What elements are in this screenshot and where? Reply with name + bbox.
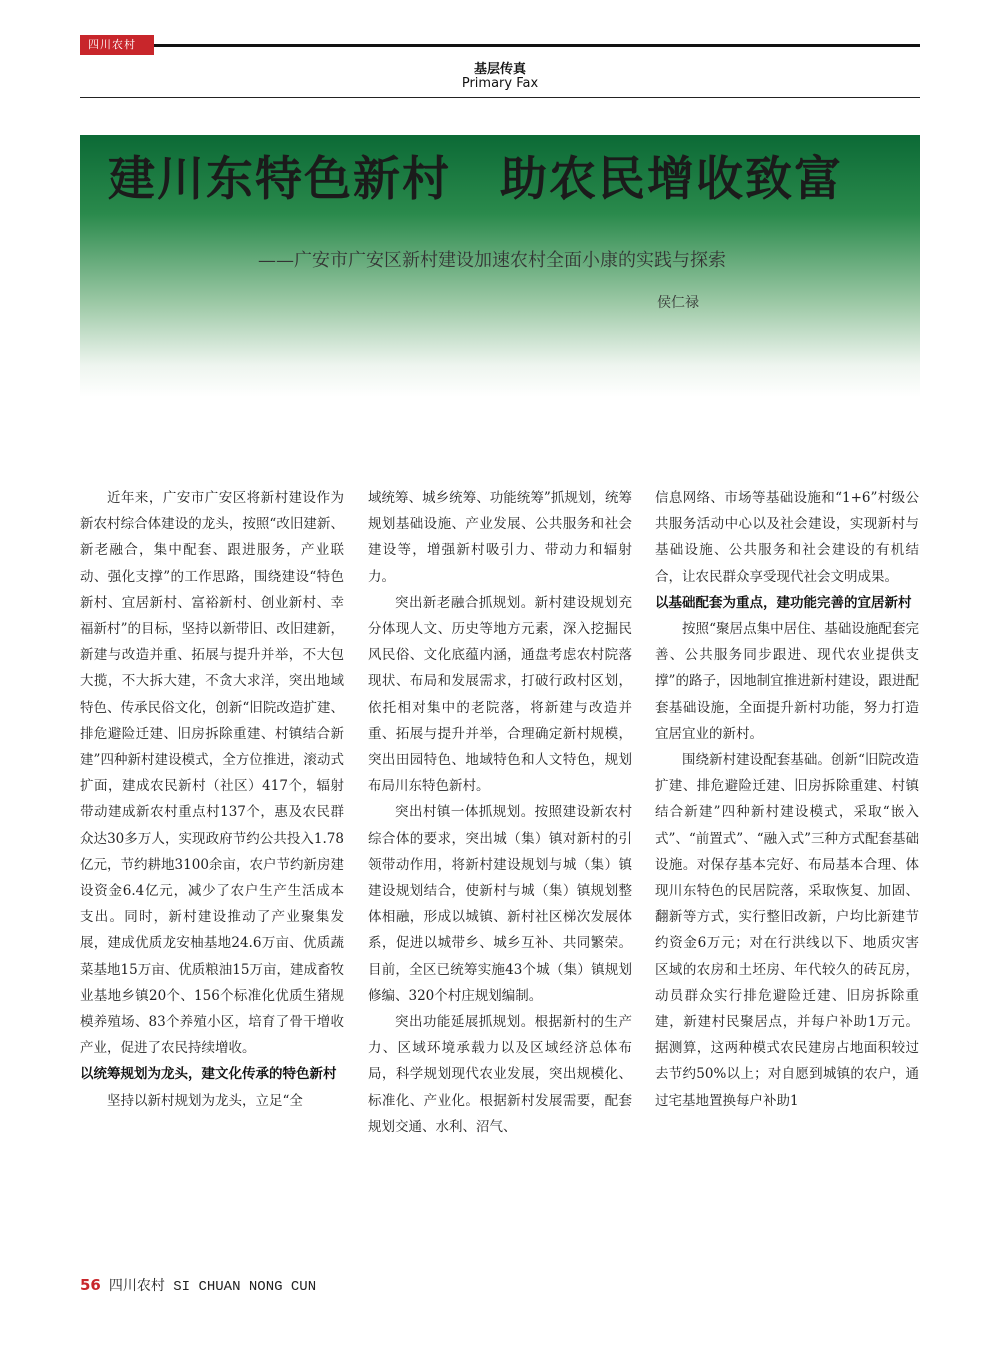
paragraph: 坚持以新村规划为龙头，立足“全 [107, 1092, 303, 1109]
paragraph: 围绕新村建设配套基础。创新“旧院改造扩建、排危避险迁建、旧房拆除重建、村镇结合新建”四种新村建设模式，采取“嵌入式”、“前置式”、“融入式”三种方式配套基础设施。对保存基本完好、布局基本合理、体现川东特色的民居院落，采取恢复、加固、翻新等方式，实行整旧改新，户均比新建节约资金6万元；对在行洪线以下、地质灾害区域的农房和土坯房、年代较久的砖瓦房，动员群众实行排危避险迁建、旧房拆除重建，新建村民聚居点，并每户补助1万元。据测算，这两种模式农民建房占地面积较过去节约50%以上；对自愿到城镇的农户，通过宅基地置换每户补助1 [655, 752, 920, 1109]
paragraph: 近年来，广安市广安区将新村建设作为新农村综合体建设的龙头，按照“改旧建新、新老融合，集中配套、跟进服务，产业联动、强化支撑”的工作思路，围绕建设“特色新村、宜居新村、富裕新村、创业新村、幸福新村”的目标，坚持以新带旧、改旧建新，新建与改造并重、拓展与提升并举，不大包大揽，不大拆大建，不贪大求洋，突出地域特色、传承民俗文化，创新“旧院改造扩建、排危避险迁建、旧房拆除重建、村镇结合新建”四种新村建设模式，全方位推进，滚动式扩面，建成农民新村（社区）417个，辐射带动建成新农村重点村137个，惠及农民群众达30多万人，实现政府节约公共投入1.78亿元，节约耕地3100余亩，农户节约新房建设资金6.4亿元，减少了农户生产生活成本支出。同时，新村建设推动了产业聚集发展，建成优质龙安柚基地24.6万亩、优质蔬菜基地15万亩、优质粮油15万亩，建成畜牧业基地乡镇20个、156个标准化优质生猪规模养殖场、83个养殖小区，培育了骨干增收产业，促进了农民持续增收。 [80, 490, 344, 1057]
article-title: 建川东特色新村 助农民增收致富 [108, 152, 843, 207]
text-column-3 [655, 485, 919, 1114]
section-title-cn: 基层传真 [473, 62, 526, 77]
text-column-1 [80, 485, 344, 1114]
section-heading: 以基础配套为重点，建功能完善的宜居新村 [655, 594, 912, 611]
header-divider [80, 97, 920, 98]
article-author: 侯仁禄 [657, 295, 699, 311]
text-column-2 [368, 485, 632, 1140]
paragraph: 信息网络、市场等基础设施和“1+6”村级公共服务活动中心以及社会建设，实现新村与基础设施、公共服务和社会建设的有机结合，让农民群众享受现代社会文明成果。 [655, 490, 919, 585]
paragraph: 突出功能延展抓规划。根据新村的生产力、区域环境承载力以及区域经济总体布局，科学规划现代农业发展，突出规模化、标准化、产业化。根据新村发展需要，配套规划交通、水利、沼气、 [368, 1014, 632, 1135]
article-subtitle: ——广安市广安区新村建设加速农村全面小康的实践与探索 [258, 250, 726, 271]
paragraph: 域统筹、城乡统筹、功能统筹”抓规划，统筹规划基础设施、产业发展、公共服务和社会建设等，增强新村吸引力、带动力和辐射力。 [368, 490, 632, 585]
page-number: 56 [80, 1276, 101, 1294]
magazine-name: 四川农村 SI CHUAN NONG CUN [108, 1279, 317, 1295]
header-rule [154, 44, 920, 47]
paragraph: 突出村镇一体抓规划。按照建设新农村综合体的要求，突出城（集）镇对新村的引领带动作用，将新村建设规划与城（集）镇建设规划结合，使新村与城（集）镇规划整体相融，形成以城镇、新村社区梯次发展体系，促进以城带乡、城乡互补、共同繁荣。目前，全区已统筹实施43个城（集）镇规划修编、320个村庄规划编制。 [368, 804, 632, 1004]
section-heading: 以统筹规划为龙头，建文化传承的特色新村 [80, 1066, 337, 1083]
magazine-tag: 四川农村 [80, 35, 154, 55]
page-footer [80, 1275, 316, 1295]
paragraph: 突出新老融合抓规划。新村建设规划充分体现人文、历史等地方元素，深入挖掘民风民俗、文化底蕴内涵，通盘考虑农村院落现状、布局和发展需求，打破行政村区划，依托相对集中的老院落，将新建与改造并重、拓展与提升并举，合理确定新村规模，突出田园特色、地域特色和人文特色，规划布局川东特色新村。 [368, 594, 632, 795]
paragraph: 按照“聚居点集中居住、基础设施配套完善、公共服务同步跟进、现代农业提供支撑”的路子，因地制宜推进新村建设，跟进配套基础设施，全面提升新村功能，努力打造宜居宜业的新村。 [655, 621, 919, 742]
section-title-en: Primary Fax [461, 76, 539, 91]
